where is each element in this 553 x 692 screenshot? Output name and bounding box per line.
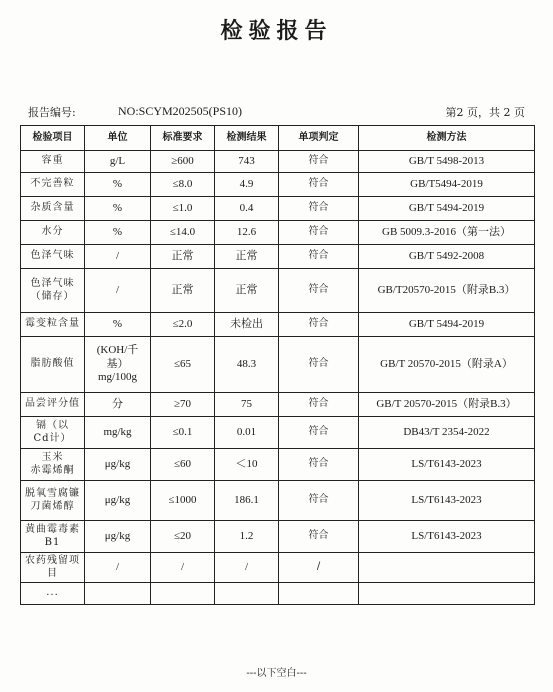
cell-item: 玉米 赤霉烯酮 <box>21 449 85 481</box>
cell-item: 不完善粒 <box>21 173 85 197</box>
report-number-label: 报告编号: <box>28 106 76 119</box>
header-unit: 单位 <box>85 126 151 151</box>
cell-method: GB/T 5494-2019 <box>359 313 535 337</box>
cell-result: 743 <box>215 151 279 173</box>
cell-judgement: 符合 <box>279 151 359 173</box>
header-standard: 标准要求 <box>151 126 215 151</box>
header-method: 检测方法 <box>359 126 535 151</box>
cell-unit: 分 <box>85 393 151 417</box>
table-row <box>21 481 535 521</box>
end-of-report-marker: ---以下空白--- <box>246 668 307 679</box>
cell-item: ... <box>21 583 85 605</box>
cell-method: GB/T 20570-2015（附录A） <box>359 337 535 393</box>
table-row <box>21 417 535 449</box>
cell-unit: / <box>85 245 151 269</box>
cell-unit <box>85 583 151 605</box>
cell-judgement: 符合 <box>279 221 359 245</box>
cell-standard: ≤14.0 <box>151 221 215 245</box>
cell-method: GB/T 20570-2015（附录B.3） <box>359 393 535 417</box>
page-indicator: 第2 页，共 2 页 <box>445 106 525 119</box>
cell-method: GB/T 5492-2008 <box>359 245 535 269</box>
cell-method: DB43/T 2354-2022 <box>359 417 535 449</box>
cell-item: 水分 <box>21 221 85 245</box>
table-row <box>21 221 535 245</box>
cell-unit: % <box>85 313 151 337</box>
cell-method <box>359 583 535 605</box>
cell-item: 镉（以 Cd计） <box>21 417 85 449</box>
cell-judgement: 符合 <box>279 393 359 417</box>
cell-result: / <box>215 553 279 583</box>
cell-judgement: 符合 <box>279 173 359 197</box>
cell-result: 48.3 <box>215 337 279 393</box>
report-number-value: NO:SCYM202505(PS10) <box>118 104 243 118</box>
cell-method <box>359 553 535 583</box>
cell-method: LS/T6143-2023 <box>359 449 535 481</box>
cell-item: 黄曲霉毒素 B1 <box>21 521 85 553</box>
cell-judgement <box>279 583 359 605</box>
cell-result: 4.9 <box>215 173 279 197</box>
table-row <box>21 583 535 605</box>
table-row <box>21 245 535 269</box>
cell-item: 容重 <box>21 151 85 173</box>
cell-method: GB/T 5498-2013 <box>359 151 535 173</box>
cell-judgement: 符合 <box>279 481 359 521</box>
cell-result: 未检出 <box>215 313 279 337</box>
cell-unit: (KOH/千 基） mg/100g <box>85 337 151 393</box>
cell-item: 品尝评分值 <box>21 393 85 417</box>
cell-judgement: 符合 <box>279 313 359 337</box>
header-judgement: 单项判定 <box>279 126 359 151</box>
cell-unit: % <box>85 221 151 245</box>
cell-judgement: 符合 <box>279 269 359 313</box>
cell-judgement: 符合 <box>279 417 359 449</box>
cell-standard <box>151 583 215 605</box>
cell-result: 正常 <box>215 269 279 313</box>
table-header-row <box>21 126 535 151</box>
cell-standard: ≤60 <box>151 449 215 481</box>
cell-result: 186.1 <box>215 481 279 521</box>
cell-item: 脱氧雪腐镰 刀菌烯醇 <box>21 481 85 521</box>
cell-result: ＜10 <box>215 449 279 481</box>
cell-result: 0.01 <box>215 417 279 449</box>
cell-standard: 正常 <box>151 245 215 269</box>
table-row <box>21 449 535 481</box>
cell-item: 脂肪酸值 <box>21 337 85 393</box>
cell-method: LS/T6143-2023 <box>359 481 535 521</box>
cell-unit: μg/kg <box>85 481 151 521</box>
cell-result <box>215 583 279 605</box>
cell-unit: μg/kg <box>85 449 151 481</box>
cell-item: 色泽气味 （储存） <box>21 269 85 313</box>
cell-standard: ≤1000 <box>151 481 215 521</box>
table-row <box>21 151 535 173</box>
cell-standard: ≤1.0 <box>151 197 215 221</box>
table-row <box>21 337 535 393</box>
cell-method: GB/T20570-2015（附录B.3） <box>359 269 535 313</box>
cell-judgement: 符合 <box>279 197 359 221</box>
cell-item: 杂质含量 <box>21 197 85 221</box>
cell-unit: g/L <box>85 151 151 173</box>
cell-standard: ≤65 <box>151 337 215 393</box>
cell-item: 农药残留项 目 <box>21 553 85 583</box>
table-row <box>21 197 535 221</box>
cell-standard: ≤0.1 <box>151 417 215 449</box>
cell-standard: ≥70 <box>151 393 215 417</box>
table-row <box>21 393 535 417</box>
cell-result: 正常 <box>215 245 279 269</box>
cell-standard: ≤20 <box>151 521 215 553</box>
table-row <box>21 521 535 553</box>
cell-standard: / <box>151 553 215 583</box>
cell-standard: ≤8.0 <box>151 173 215 197</box>
report-title: 检验报告 <box>220 18 333 44</box>
cell-method: GB/T 5494-2019 <box>359 197 535 221</box>
table-row <box>21 553 535 583</box>
header-result: 检测结果 <box>215 126 279 151</box>
cell-item: 色泽气味 <box>21 245 85 269</box>
cell-unit: μg/kg <box>85 521 151 553</box>
cell-standard: ≥600 <box>151 151 215 173</box>
cell-unit: / <box>85 269 151 313</box>
cell-method: GB/T5494-2019 <box>359 173 535 197</box>
cell-judgement: 符合 <box>279 521 359 553</box>
cell-standard: ≤2.0 <box>151 313 215 337</box>
inspection-results-table <box>20 125 535 605</box>
table-row <box>21 173 535 197</box>
table-row <box>21 313 535 337</box>
cell-judgement: / <box>279 553 359 583</box>
cell-unit: / <box>85 553 151 583</box>
cell-judgement: 符合 <box>279 245 359 269</box>
cell-result: 1.2 <box>215 521 279 553</box>
table-row <box>21 269 535 313</box>
cell-unit: % <box>85 173 151 197</box>
cell-result: 12.6 <box>215 221 279 245</box>
cell-unit: mg/kg <box>85 417 151 449</box>
cell-method: GB 5009.3-2016（第一法） <box>359 221 535 245</box>
cell-result: 75 <box>215 393 279 417</box>
cell-method: LS/T6143-2023 <box>359 521 535 553</box>
cell-standard: 正常 <box>151 269 215 313</box>
cell-unit: % <box>85 197 151 221</box>
cell-judgement: 符合 <box>279 449 359 481</box>
cell-item: 霉变粒含量 <box>21 313 85 337</box>
cell-result: 0.4 <box>215 197 279 221</box>
header-item: 检验项目 <box>21 126 85 151</box>
cell-judgement: 符合 <box>279 337 359 393</box>
